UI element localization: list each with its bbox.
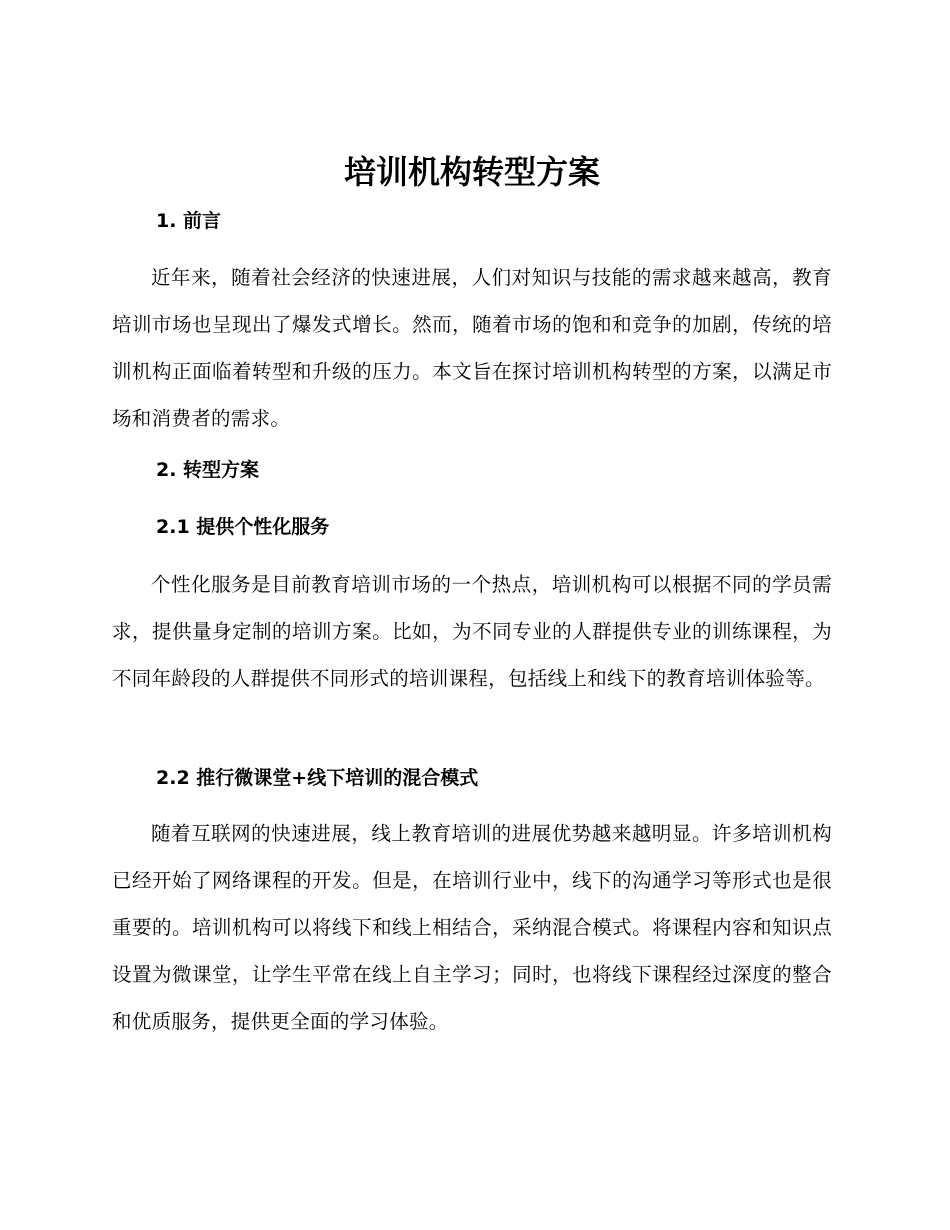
document-title: 培训机构转型方案	[343, 153, 600, 191]
section-heading-personalized-service: 2.1 提供个性化服务	[156, 516, 330, 538]
section-paragraph-personalized-service: 个性化服务是目前教育培训市场的一个热点，培训机构可以根据不同的学员需求，提供量身定制的培训方案。比如，为不同专业的人群提供专业的训练课程，为不同年龄段的人群提供不同形式的培训课程，包括线上和线下的教育培训体验等。	[112, 573, 832, 690]
section-heading-transformation-plan: 2. 转型方案	[156, 459, 260, 481]
section-heading-hybrid-model: 2.2 推行微课堂+线下培训的混合模式	[156, 767, 479, 789]
section-heading-preface: 1. 前言	[156, 210, 222, 232]
section-paragraph-hybrid-model: 随着互联网的快速进展，线上教育培训的进展优势越来越明显。许多培训机构已经开始了网络课程的开发。但是，在培训行业中，线下的沟通学习等形式也是很重要的。培训机构可以将线下和线上相结合，采纳混合模式。将课程内容和知识点设置为微课堂，让学生平常在线上自主学习；同时，也将线下课程经过深度的整合和优质服务，提供更全面的学习体验。	[112, 822, 832, 1033]
section-paragraph-preface: 近年来，随着社会经济的快速进展，人们对知识与技能的需求越来越高，教育培训市场也呈现出了爆发式增长。然而，随着市场的饱和和竞争的加剧，传统的培训机构正面临着转型和升级的压力。本文旨在探讨培训机构转型的方案，以满足市场和消费者的需求。	[112, 266, 832, 430]
